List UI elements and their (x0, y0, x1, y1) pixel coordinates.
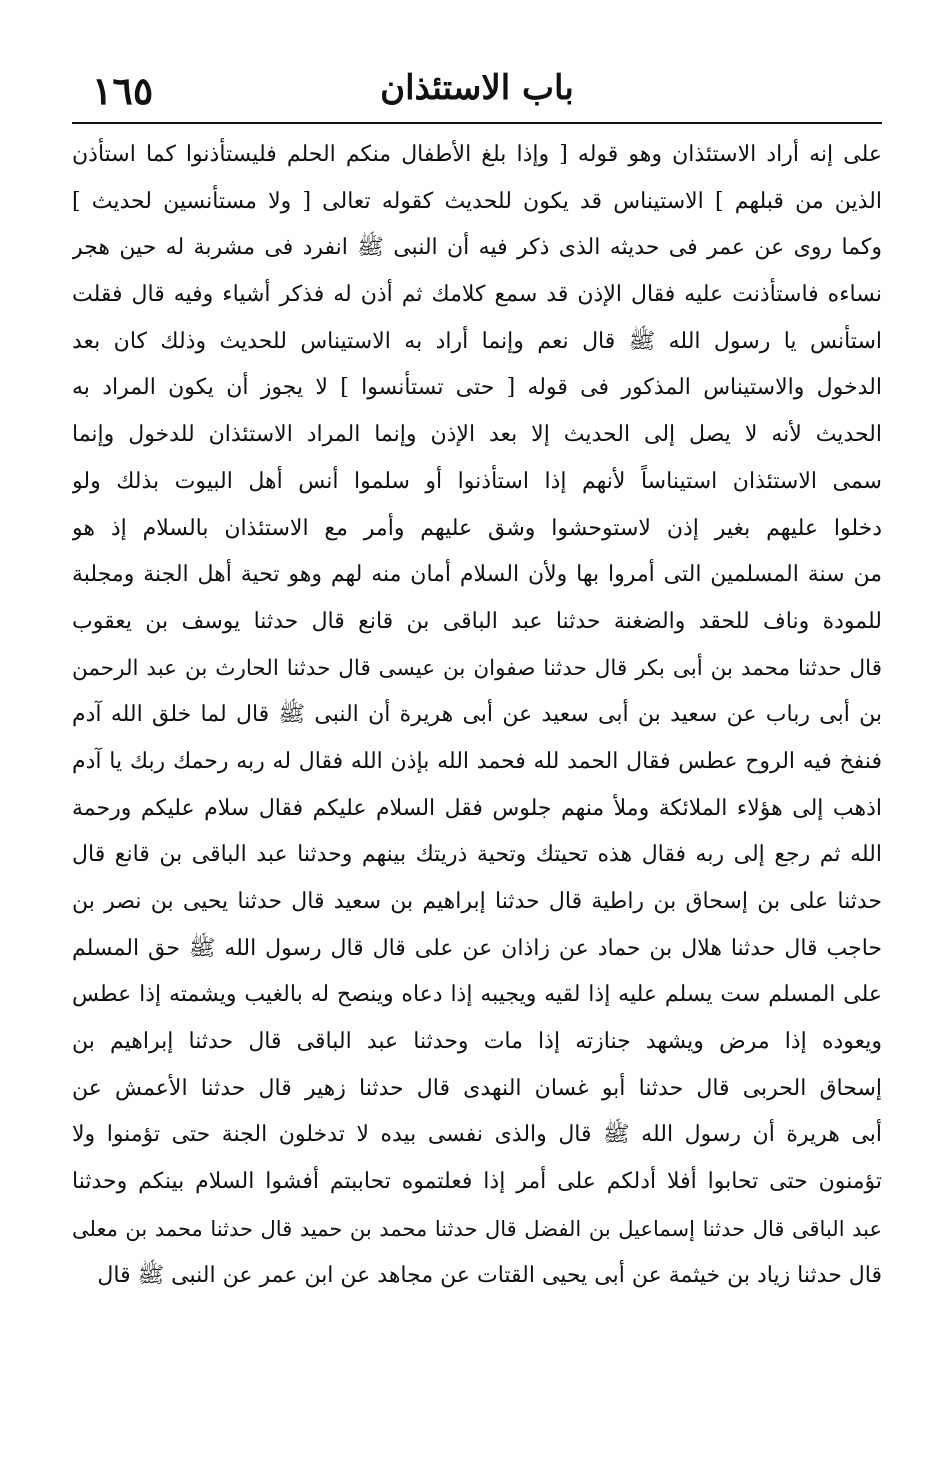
text-line: وكما روى عن عمر فى حديثه الذى ذكر فيه أن النبى ﷺ انفرد فى مشربة له حين هجر (72, 235, 882, 261)
text-line: الحديث لأنه لا يصل إلى الحديث إلا بعد الإذن وإنما المراد الاستئذان للدخول وإنما (72, 422, 882, 448)
text-line: من سنة المسلمين التى أمروا بها ولأن السلام أمان منه لهم وهو تحية أهل الجنة ومجلبة (72, 562, 882, 588)
text-line: سمى الاستئذان استيناساً لأنهم إذا استأذنوا أو سلموا أنس أهل البيوت بذلك ولو (72, 468, 882, 494)
text-line: تؤمنون حتى تحابوا أفلا أدلكم على أمر إذا فعلتموه تحاببتم أفشوا السلام بينكم وحدثنا (72, 1169, 882, 1195)
text-line: قال حدثنا محمد بن أبى بكر قال حدثنا صفوان بن عيسى قال حدثنا الحارث بن عبد الرحمن (72, 655, 882, 681)
text-line: أبى هريرة أن رسول الله ﷺ قال والذى نفسى بيده لا تدخلون الجنة حتى تؤمنوا ولا (72, 1122, 882, 1148)
chapter-title: باب الاستئذان (380, 68, 574, 108)
page-number: ١٦٥ (92, 68, 154, 113)
text-line: على إنه أراد الاستئذان وهو قوله [ وإذا بلغ الأطفال منكم الحلم فليستأذنوا كما استأذن (72, 142, 882, 167)
text-line: للمودة وناف للحقد والضغنة حدثنا عبد الباقى بن قانع قال حدثنا يوسف بن يعقوب (72, 608, 882, 634)
header-rule (72, 122, 882, 124)
text-line: فنفخ فيه الروح عطس فقال الحمد لله فحمد الله بإذن الله فقال له ربه رحمك ربك يا آدم (72, 748, 882, 774)
text-line: عبد الباقى قال حدثنا إسماعيل بن الفضل قال حدثنا محمد بن حميد قال حدثنا محمد بن معلى (72, 1216, 882, 1241)
text-line: الذين من قبلهم ] الاستيناس قد يكون للحديث كقوله تعالى [ ولا مستأنسين لحديث ] (72, 188, 882, 214)
text-line: الله ثم رجع إلى ربه فقال هذه تحيتك وتحية ذريتك بينهم وحدثنا عبد الباقى بن قانع قال (72, 842, 882, 868)
text-line: ويعوده إذا مرض ويشهد جنازته إذا مات وحدثنا عبد الباقى قال حدثنا إبراهيم بن (72, 1029, 882, 1055)
text-line: إسحاق الحربى قال حدثنا أبو غسان النهدى قال حدثنا زهير قال حدثنا الأعمش عن (72, 1075, 882, 1101)
text-line: نساءه فاستأذنت عليه فقال الإذن قد سمع كلامك ثم أذن له فذكر أشياء وفيه قال فقلت (72, 282, 882, 308)
text-line: قال حدثنا زياد بن خيثمة عن أبى يحيى القتات عن مجاهد عن ابن عمر عن النبى ﷺ قال (97, 1262, 882, 1288)
text-line: اذهب إلى هؤلاء الملائكة وملأ منهم جلوس فقل السلام عليكم فقال سلام عليكم ورحمة (72, 795, 882, 821)
text-line: دخلوا عليهم بغير إذن لاستوحشوا وشق عليهم وأمر مع الاستئذان بالسلام إذ هو (72, 515, 882, 541)
text-line: حاجب قال حدثنا هلال بن حماد عن زاذان عن على قال قال رسول الله ﷺ حق المسلم (72, 935, 882, 961)
page-header (72, 62, 882, 120)
text-line: الدخول والاستيناس المذكور فى قوله [ حتى تستأنسوا ] لا يجوز أن يكون المراد به (72, 375, 882, 401)
body-text (72, 132, 882, 1299)
text-line: بن أبى رباب عن سعيد بن أبى سعيد عن أبى هريرة أن النبى ﷺ قال لما خلق الله آدم (72, 702, 882, 728)
text-line: على المسلم ست يسلم عليه إذا لقيه ويجيبه إذا دعاه وينصح له بالغيب ويشمته إذا عطس (72, 982, 882, 1008)
text-line: استأنس يا رسول الله ﷺ قال نعم وإنما أراد به الاستيناس للحديث وذلك كان بعد (72, 328, 882, 354)
text-line: حدثنا على بن إسحاق بن راطية قال حدثنا إبراهيم بن سعيد قال حدثنا يحيى بن نصر بن (72, 889, 882, 914)
